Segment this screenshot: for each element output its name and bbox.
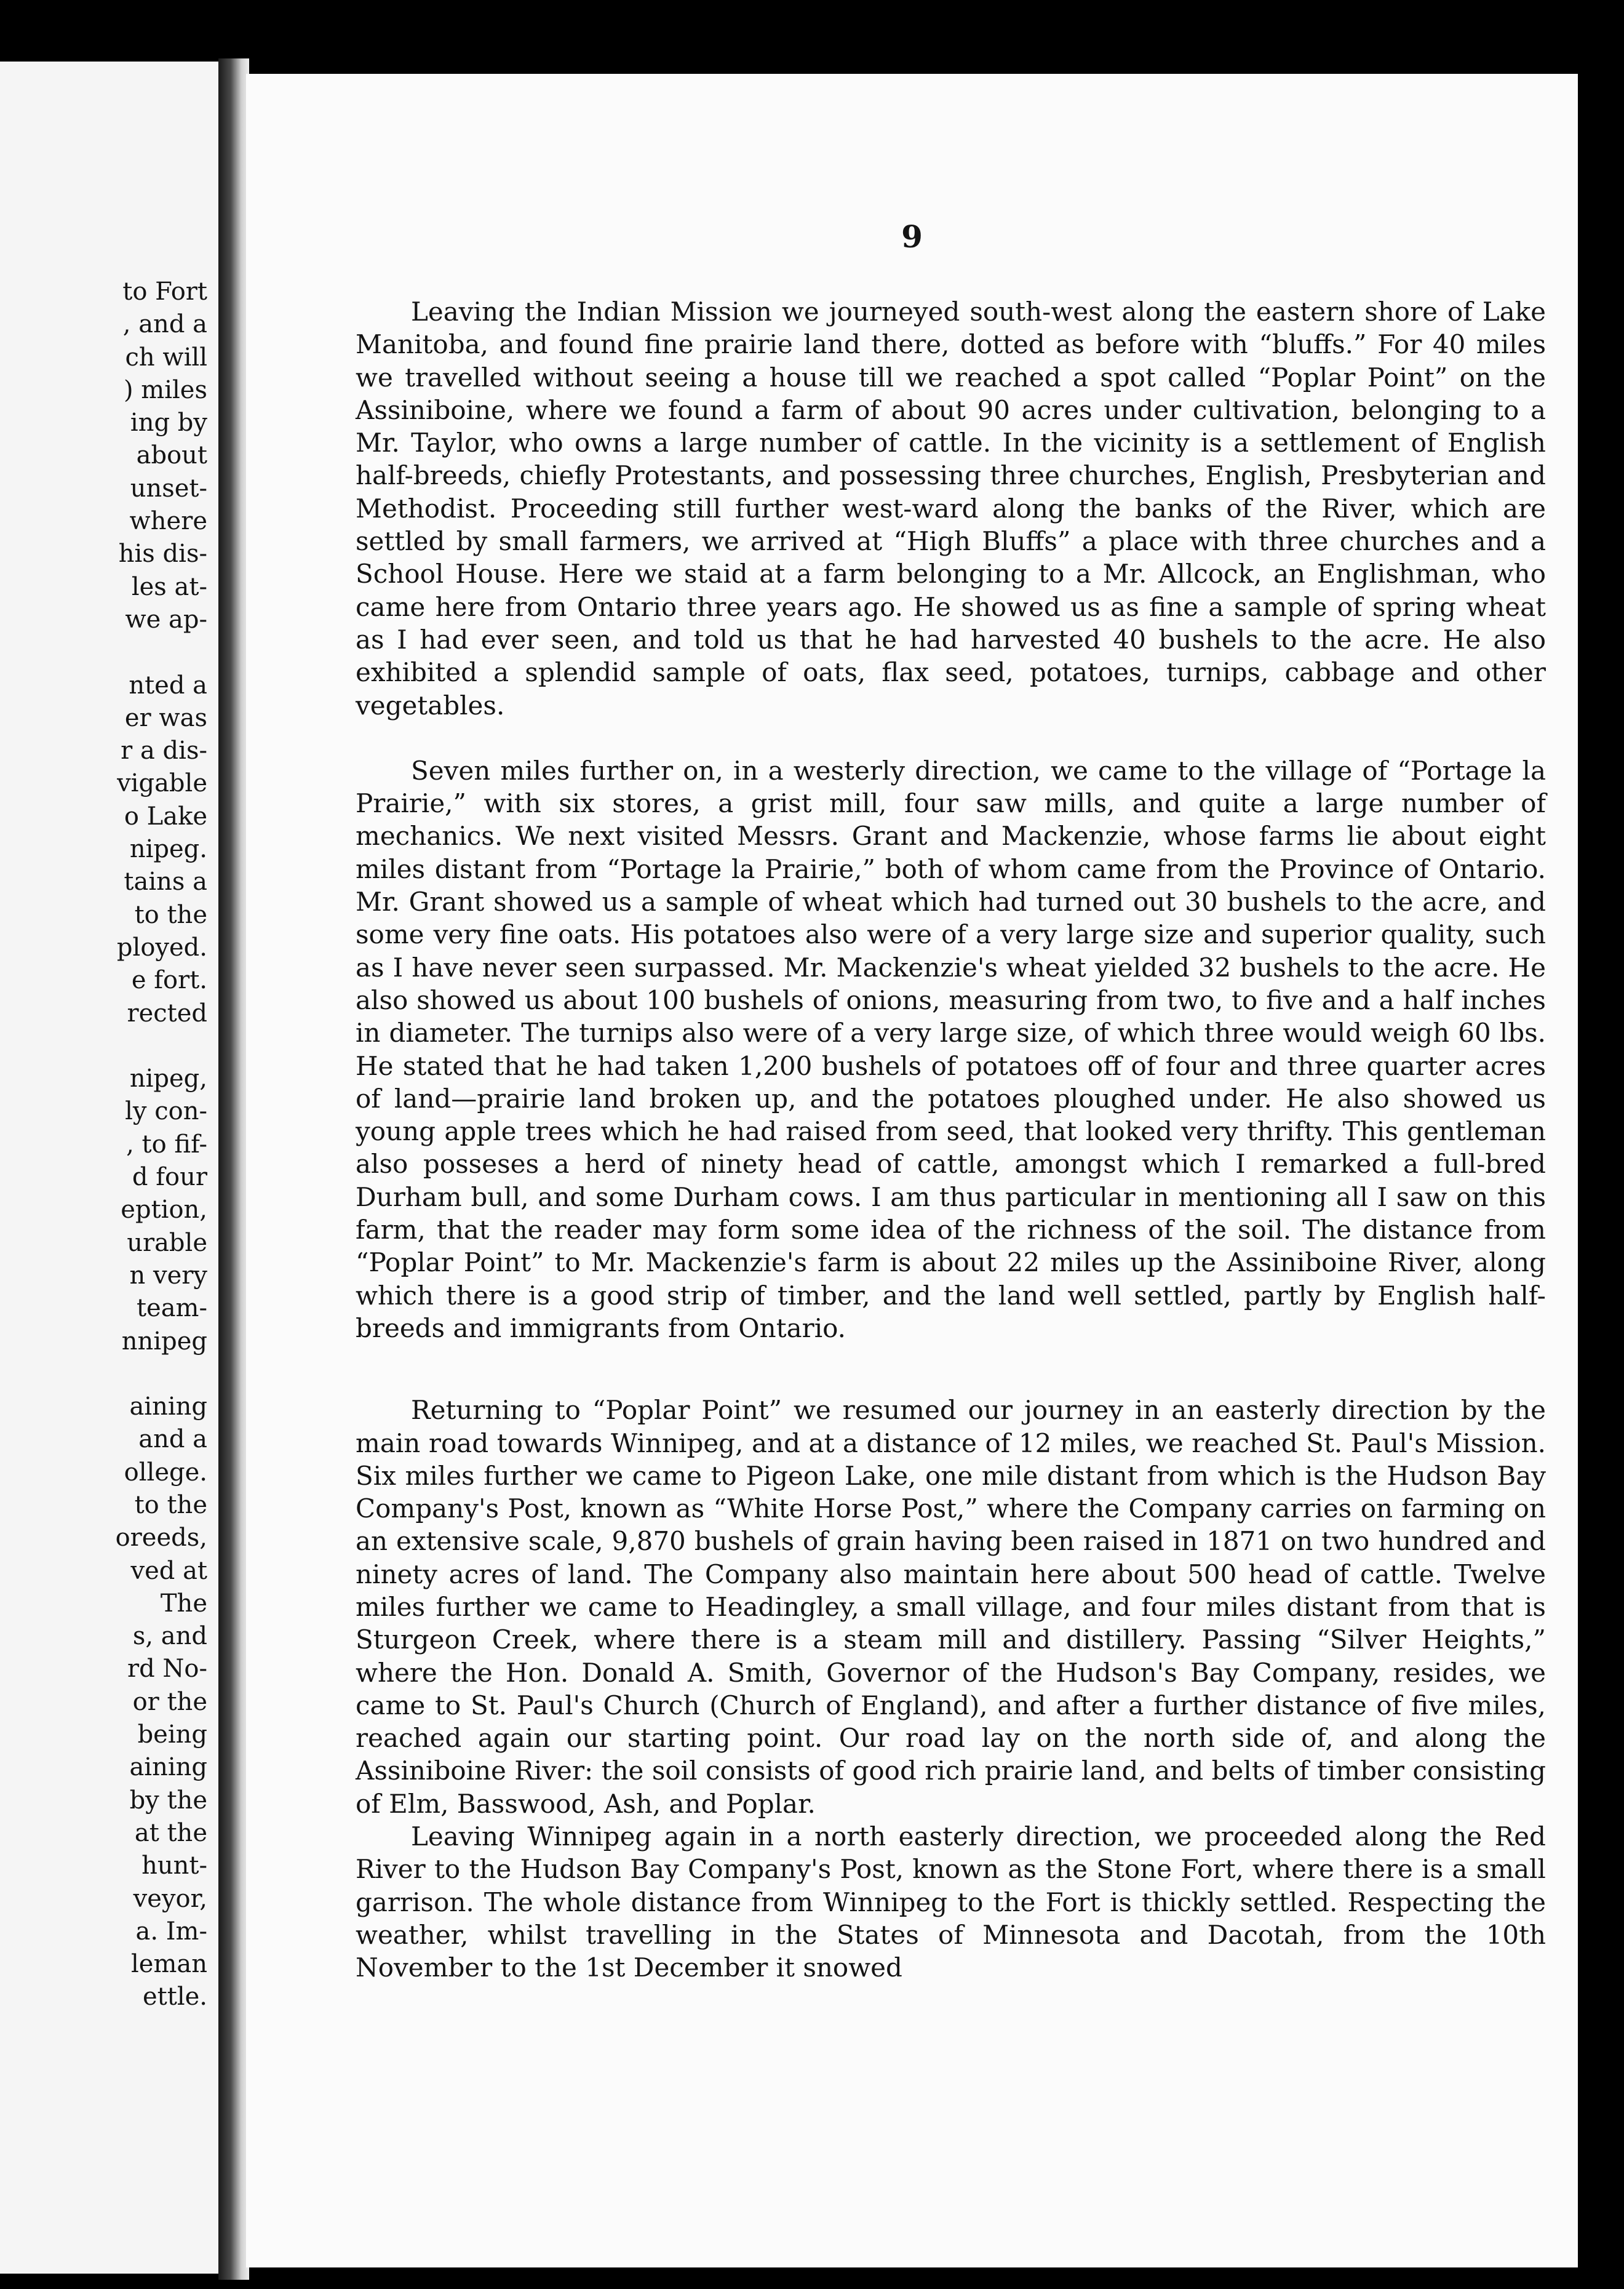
paragraph-4: Leaving Winnipeg again in a north easterly direction, we proceeded along the Red River to the Hudson Bay Company's Post, known as the Stone Fort, where there is a small garrison. The whole distance from Winnipeg to the Fort is thickly settled. Respecting the weather, whilst travelling in the States of Minnesota and Dacotah, from the 10th November to the 1st December it snowed: [356, 1821, 1546, 1983]
left-text-fragment: o Lake: [124, 802, 207, 831]
right-page: [246, 74, 1578, 2267]
left-facing-page: [0, 62, 218, 2274]
left-text-fragment: to Fort: [122, 278, 207, 306]
left-text-fragment: ettle.: [143, 1983, 207, 2011]
left-text-fragment: vigable: [117, 769, 207, 798]
left-text-fragment: e fort.: [131, 966, 207, 995]
left-text-fragment: r a dis-: [121, 737, 207, 765]
left-text-fragment: by the: [129, 1786, 207, 1815]
left-text-fragment: les at-: [131, 572, 207, 601]
paragraph-1: Leaving the Indian Mission we journeyed south-west along the eastern shore of Lake Manitoba, and found fine prairie land there, dotted as before with “bluffs.” For 40 miles we travelled without seeing a house till we reached a spot called “Poplar Point” on the Assiniboine, where we found a farm of about 90 acres under cultivation, belonging to a Mr. Taylor, who owns a large number of cattle. In the vicinity is a settlement of English half-breeds, chiefly Protestants, and possessing three churches, English, Presbyterian and Methodist. Proceeding still further west-ward along the banks of the River, which are settled by small farmers, we arrived at “High Bluffs” a place with three churches and a School House. Here we staid at a farm belonging to a Mr. Allcock, an Englishman, who came here from Ontario three years ago. He showed us as fine a sample of spring wheat as I had ever seen, and told us that he had harvested 40 bushels to the acre. He also exhibited a splendid sample of oats, flax seed, potatoes, turnips, cabbage and other vegetables.: [356, 297, 1546, 721]
left-text-fragment: veyor,: [133, 1884, 207, 1913]
left-text-fragment: oreeds,: [115, 1524, 207, 1552]
left-text-fragment: s, and: [132, 1622, 207, 1651]
left-text-fragment: , to fif-: [126, 1130, 207, 1159]
left-text-fragment: aining: [129, 1753, 207, 1782]
left-text-fragment: tains a: [124, 868, 207, 897]
left-text-fragment: and a: [138, 1425, 207, 1454]
left-text-fragment: ch will: [125, 343, 207, 372]
left-text-fragment: nnipeg: [121, 1327, 207, 1356]
left-text-fragment: to the: [134, 1490, 207, 1519]
left-text-fragment: rected: [127, 999, 207, 1028]
book-gutter: [218, 58, 249, 2280]
left-paragraph-gap: [116, 1358, 207, 1391]
left-text-fragment: nipeg,: [129, 1065, 207, 1093]
left-text-fragment: to the: [134, 900, 207, 929]
left-text-fragment: n very: [129, 1261, 207, 1290]
paragraph-2: Seven miles further on, in a westerly direction, we came to the village of “Portage la Prairie,” with six stores, a grist mill, four saw mills, and quite a large number of mechanics. We next visited Messrs. Grant and Mackenzie, whose farms lie about eight miles distant from “Portage la Prairie,” both of whom came from the Province of Ontario. Mr. Grant showed us a sample of wheat which had turned out 30 bushels to the acre, and some very fine oats. His potatoes also were of a very large size and superior quality, such as I have never seen surpassed. Mr. Mackenzie's wheat yielded 32 bushels to the acre. He also showed us about 100 bushels of onions, measuring from two, to five and a half inches in diameter. The turnips also were of a very large size, of which three would weigh 60 lbs. He stated that he had taken 1,200 bushels of potatoes off of four and three quarter acres of land—prairie land broken up, and the potatoes ploughed under. He also showed us young apple trees which he had raised from seed, that looked very thrifty. This gentleman also posseses a herd of ninety head of cattle, amongst which I remarked a full-bred Durham bull, and some Durham cows. I am thus particular in mentioning all I saw on this farm, that the reader may form some idea of the richness of the soil. The distance from “Poplar Point” to Mr. Mackenzie's farm is about 22 miles up the Assiniboine River, along which there is a good strip of timber, and the land well settled, partly by English half-breeds and immigrants from Ontario.: [356, 755, 1546, 1343]
left-text-fragment: er was: [124, 703, 207, 732]
left-text-fragment: ved at: [130, 1556, 207, 1585]
left-paragraph-gap: [116, 636, 207, 669]
left-text-fragment: nted a: [129, 671, 207, 700]
left-text-fragment: nipeg.: [129, 835, 207, 864]
left-text-fragment: eption,: [121, 1196, 207, 1224]
left-text-fragment: at the: [134, 1818, 207, 1847]
left-text-fragment: ollege.: [124, 1458, 207, 1487]
left-text-fragment: rd No-: [127, 1655, 207, 1684]
left-text-fragment: ly con-: [125, 1097, 207, 1126]
left-text-fragment: unset-: [130, 474, 207, 503]
left-text-fragment: being: [137, 1720, 207, 1749]
left-text-fragment: or the: [132, 1687, 207, 1716]
left-text-fragment: his dis-: [118, 540, 207, 569]
left-text-fragment: ployed.: [116, 933, 207, 962]
left-text-fragment: we ap-: [125, 605, 207, 634]
left-text-fragment: The: [160, 1589, 207, 1618]
paragraph-3: Returning to “Poplar Point” we resumed our journey in an easterly direction by the main road towards Winnipeg, and at a distance of 12 miles, we reached St. Paul's Mission. Six miles further we came to Pigeon Lake, one mile distant from which is the Hudson Bay Company's Post, known as “White Horse Post,” where the Company carries on farming on an extensive scale, 9,870 bushels of grain having been raised in 1871 on two hundred and ninety acres of land. The Company also maintain here about 500 head of cattle. Twelve miles further we came to Headingley, a small village, and four miles distant from that is Sturgeon Creek, where there is a steam mill and distillery. Passing “Silver Heights,” where the Hon. Donald A. Smith, Governor of the Hudson's Bay Company, resides, we came to St. Paul's Church (Church of England), and after a further distance of five miles, reached again our starting point. Our road lay on the north side of, and along the Assiniboine River: the soil consists of good rich prairie land, and belts of timber consisting of Elm, Basswood, Ash, and Poplar.: [356, 1395, 1546, 1819]
left-text-fragment: aining: [129, 1392, 207, 1421]
left-text-fragment: team-: [136, 1294, 207, 1323]
left-text-fragment: , and a: [122, 310, 207, 339]
left-text-fragment: urable: [127, 1228, 207, 1257]
left-text-fragment: a. Im-: [135, 1917, 207, 1946]
left-text-fragment: hunt-: [141, 1852, 207, 1880]
left-text-fragment: about: [136, 441, 207, 470]
left-page-text-fragments: [116, 276, 207, 2014]
left-text-fragment: ing by: [130, 409, 207, 437]
page-number: 9: [901, 218, 923, 255]
left-paragraph-gap: [116, 1030, 207, 1063]
left-text-fragment: d four: [132, 1163, 207, 1192]
body-text: [356, 295, 1546, 1984]
left-text-fragment: where: [129, 507, 207, 536]
left-text-fragment: ) miles: [123, 375, 207, 404]
left-text-fragment: leman: [130, 1950, 207, 1979]
